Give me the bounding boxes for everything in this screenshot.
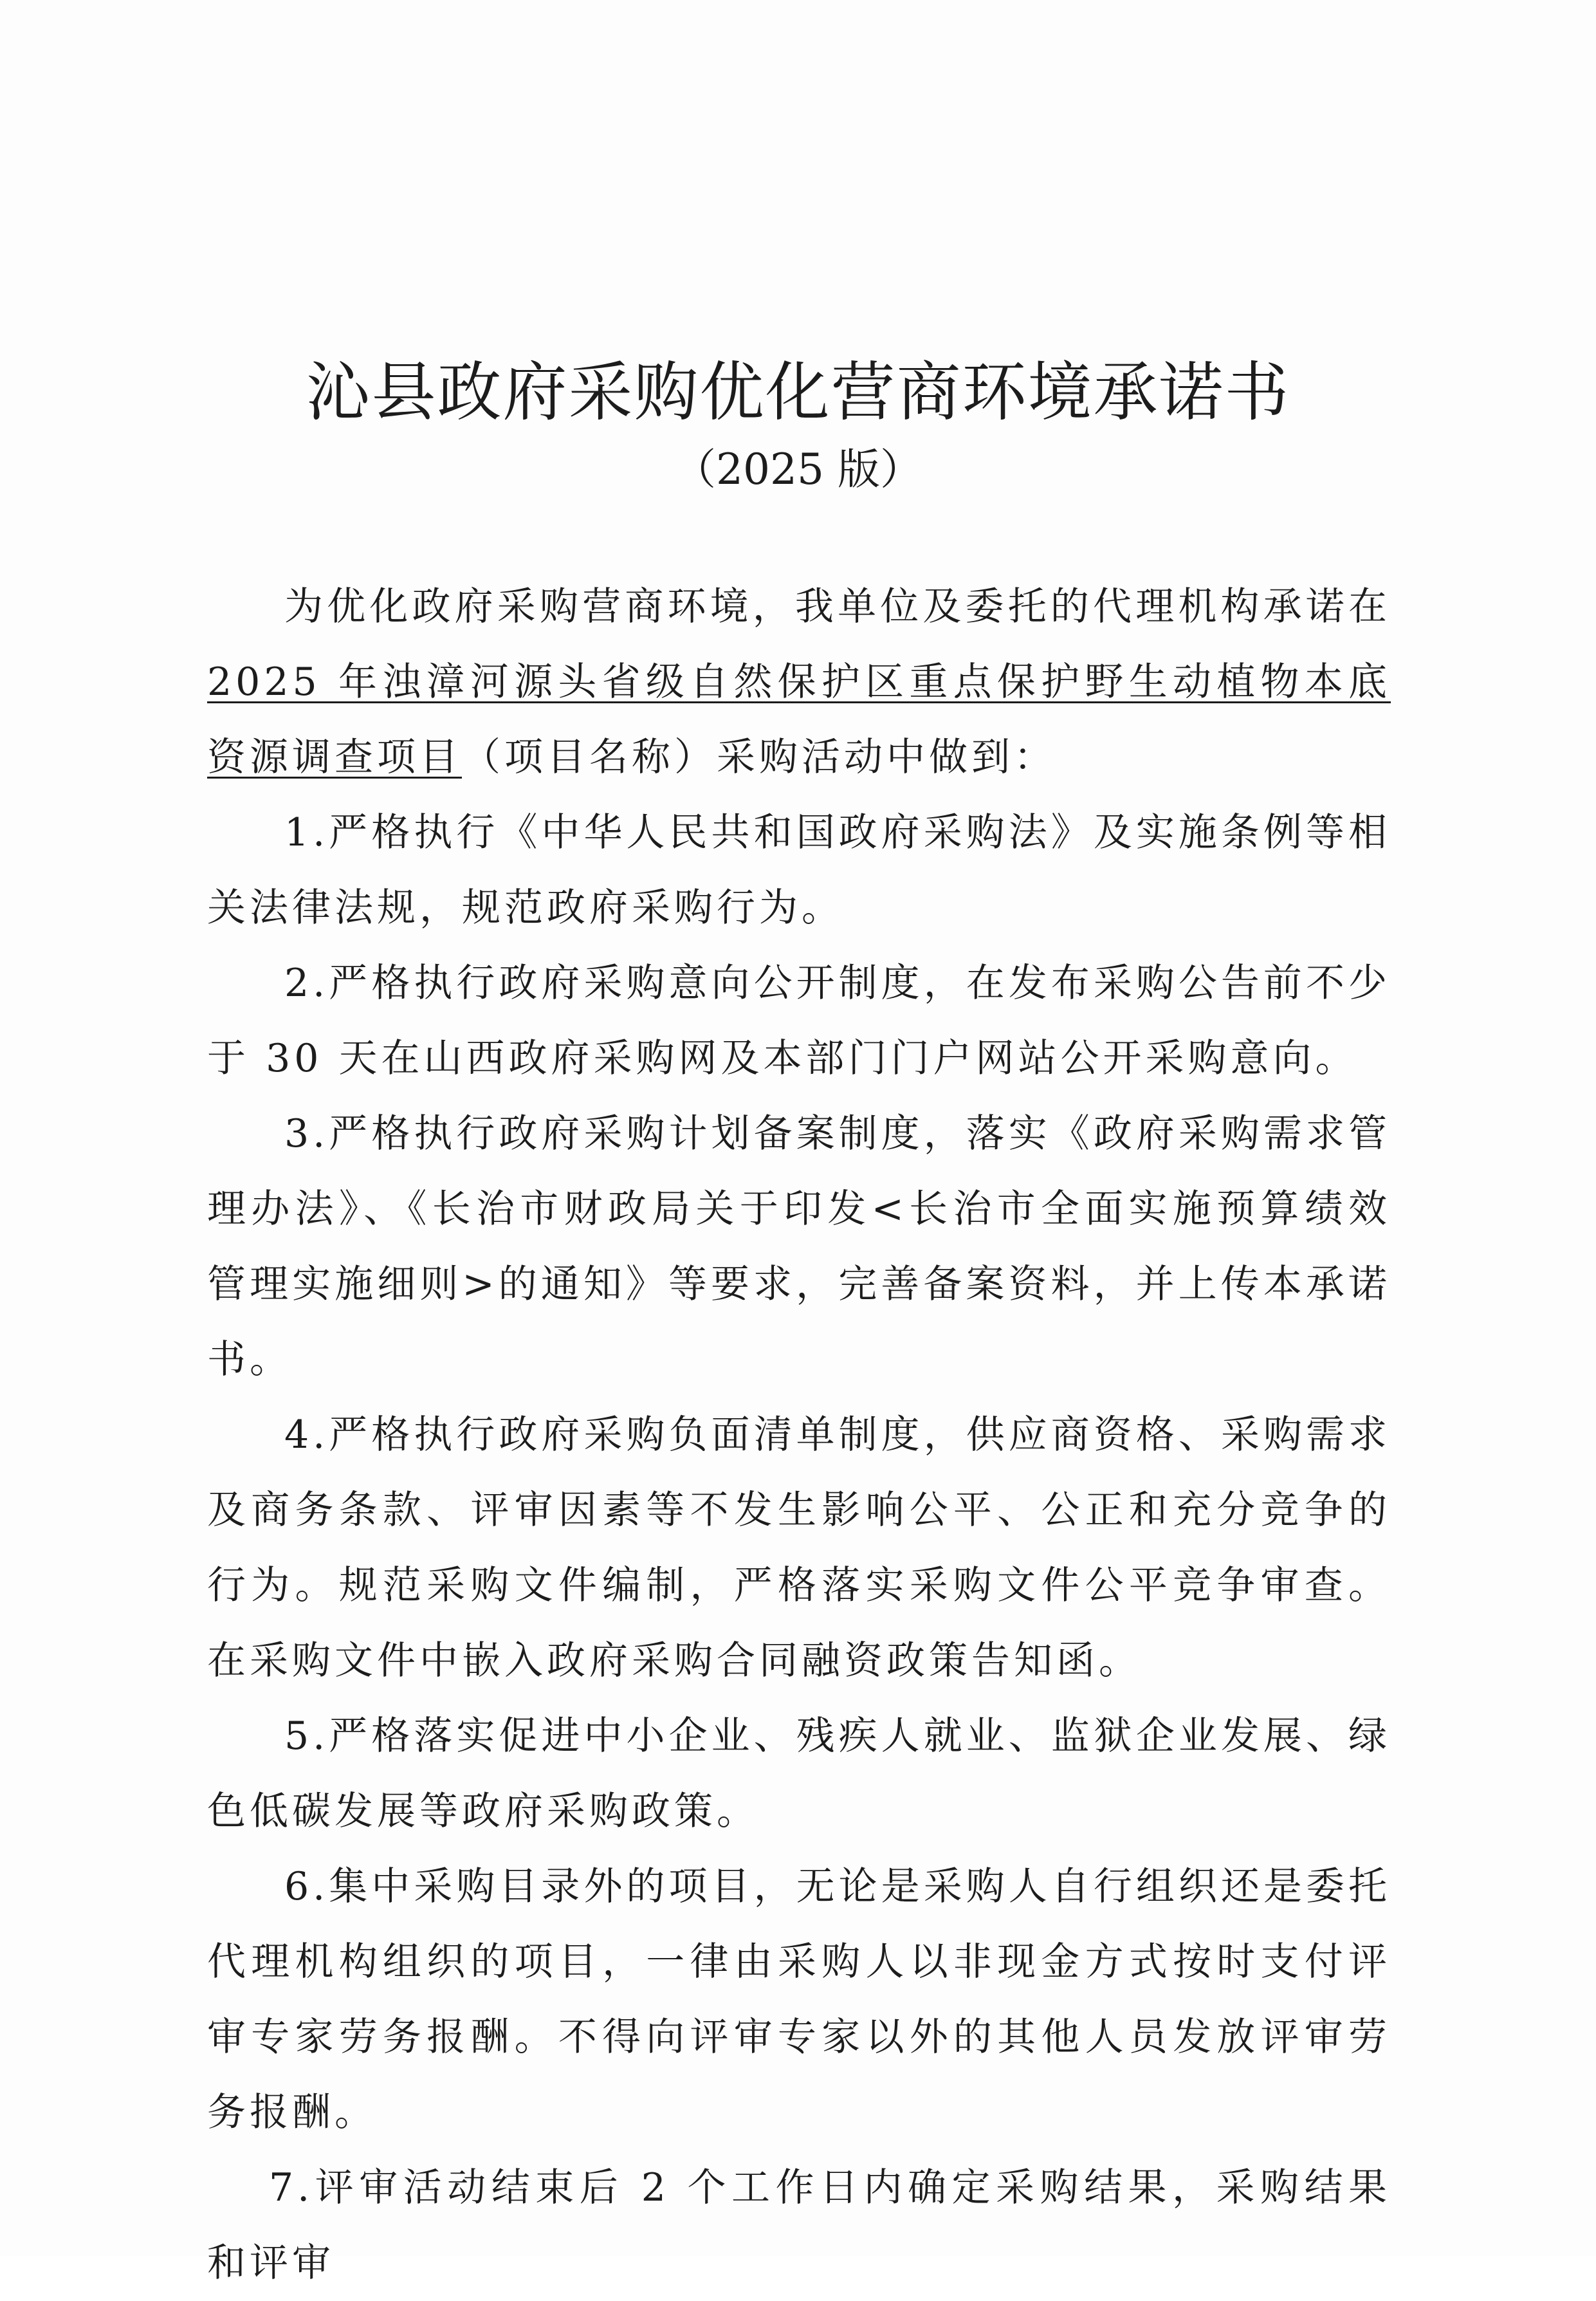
commitment-item-5: 5.严格落实促进中小企业、残疾人就业、监狱企业发展、绿色低碳发展等政府采购政策。	[207, 1714, 1391, 1834]
intro-after: （项目名称）采购活动中做到：	[462, 735, 1056, 780]
commitment-item-7: 7.评审活动结束后 2 个工作日内确定采购结果，采购结果和评审	[207, 2165, 1391, 2286]
document-title: 沁县政府采购优化营商环境承诺书	[306, 355, 1290, 430]
document-subtitle: （2025 版）	[674, 445, 922, 494]
commitment-item-1: 1.严格执行《中华人民共和国政府采购法》及实施条例等相关法律法规，规范政府采购行为。	[207, 810, 1391, 930]
commitment-item-6: 6.集中采购目录外的项目，无论是采购人自行组织还是委托代理机构组织的项目，一律由采购人以非现金方式按时支付评审专家劳务报酬。不得向评审专家以外的其他人员发放评审劳务报酬。	[207, 1864, 1391, 2135]
project-name: 2025 年浊漳河源头省级自然保护区重点保护野生动植物本底资源调查项目	[207, 660, 1391, 780]
intro-paragraph	[207, 569, 1391, 795]
intro-before: 为优化政府采购营商环境，我单位及委托的代理机构承诺在	[284, 584, 1391, 629]
commitment-item-3: 3.严格执行政府采购计划备案制度，落实《政府采购需求管理办法》、《长治市财政局关于印发<长治市全面实施预算绩效管理实施细则>的通知》等要求，完善备案资料，并上传本承诺书。	[207, 1111, 1391, 1382]
commitment-item-4: 4.严格执行政府采购负面清单制度，供应商资格、采购需求及商务条款、评审因素等不发生影响公平、公正和充分竞争的行为。规范采购文件编制，严格落实采购文件公平竞争审查。在采购文件中嵌入政府采购合同融资政策告知函。	[207, 1412, 1391, 1683]
commitment-item-2: 2.严格执行政府采购意向公开制度，在发布采购公告前不少于 30 天在山西政府采购网及本部门门户网站公开采购意向。	[207, 961, 1391, 1081]
document-body	[207, 569, 1391, 2301]
